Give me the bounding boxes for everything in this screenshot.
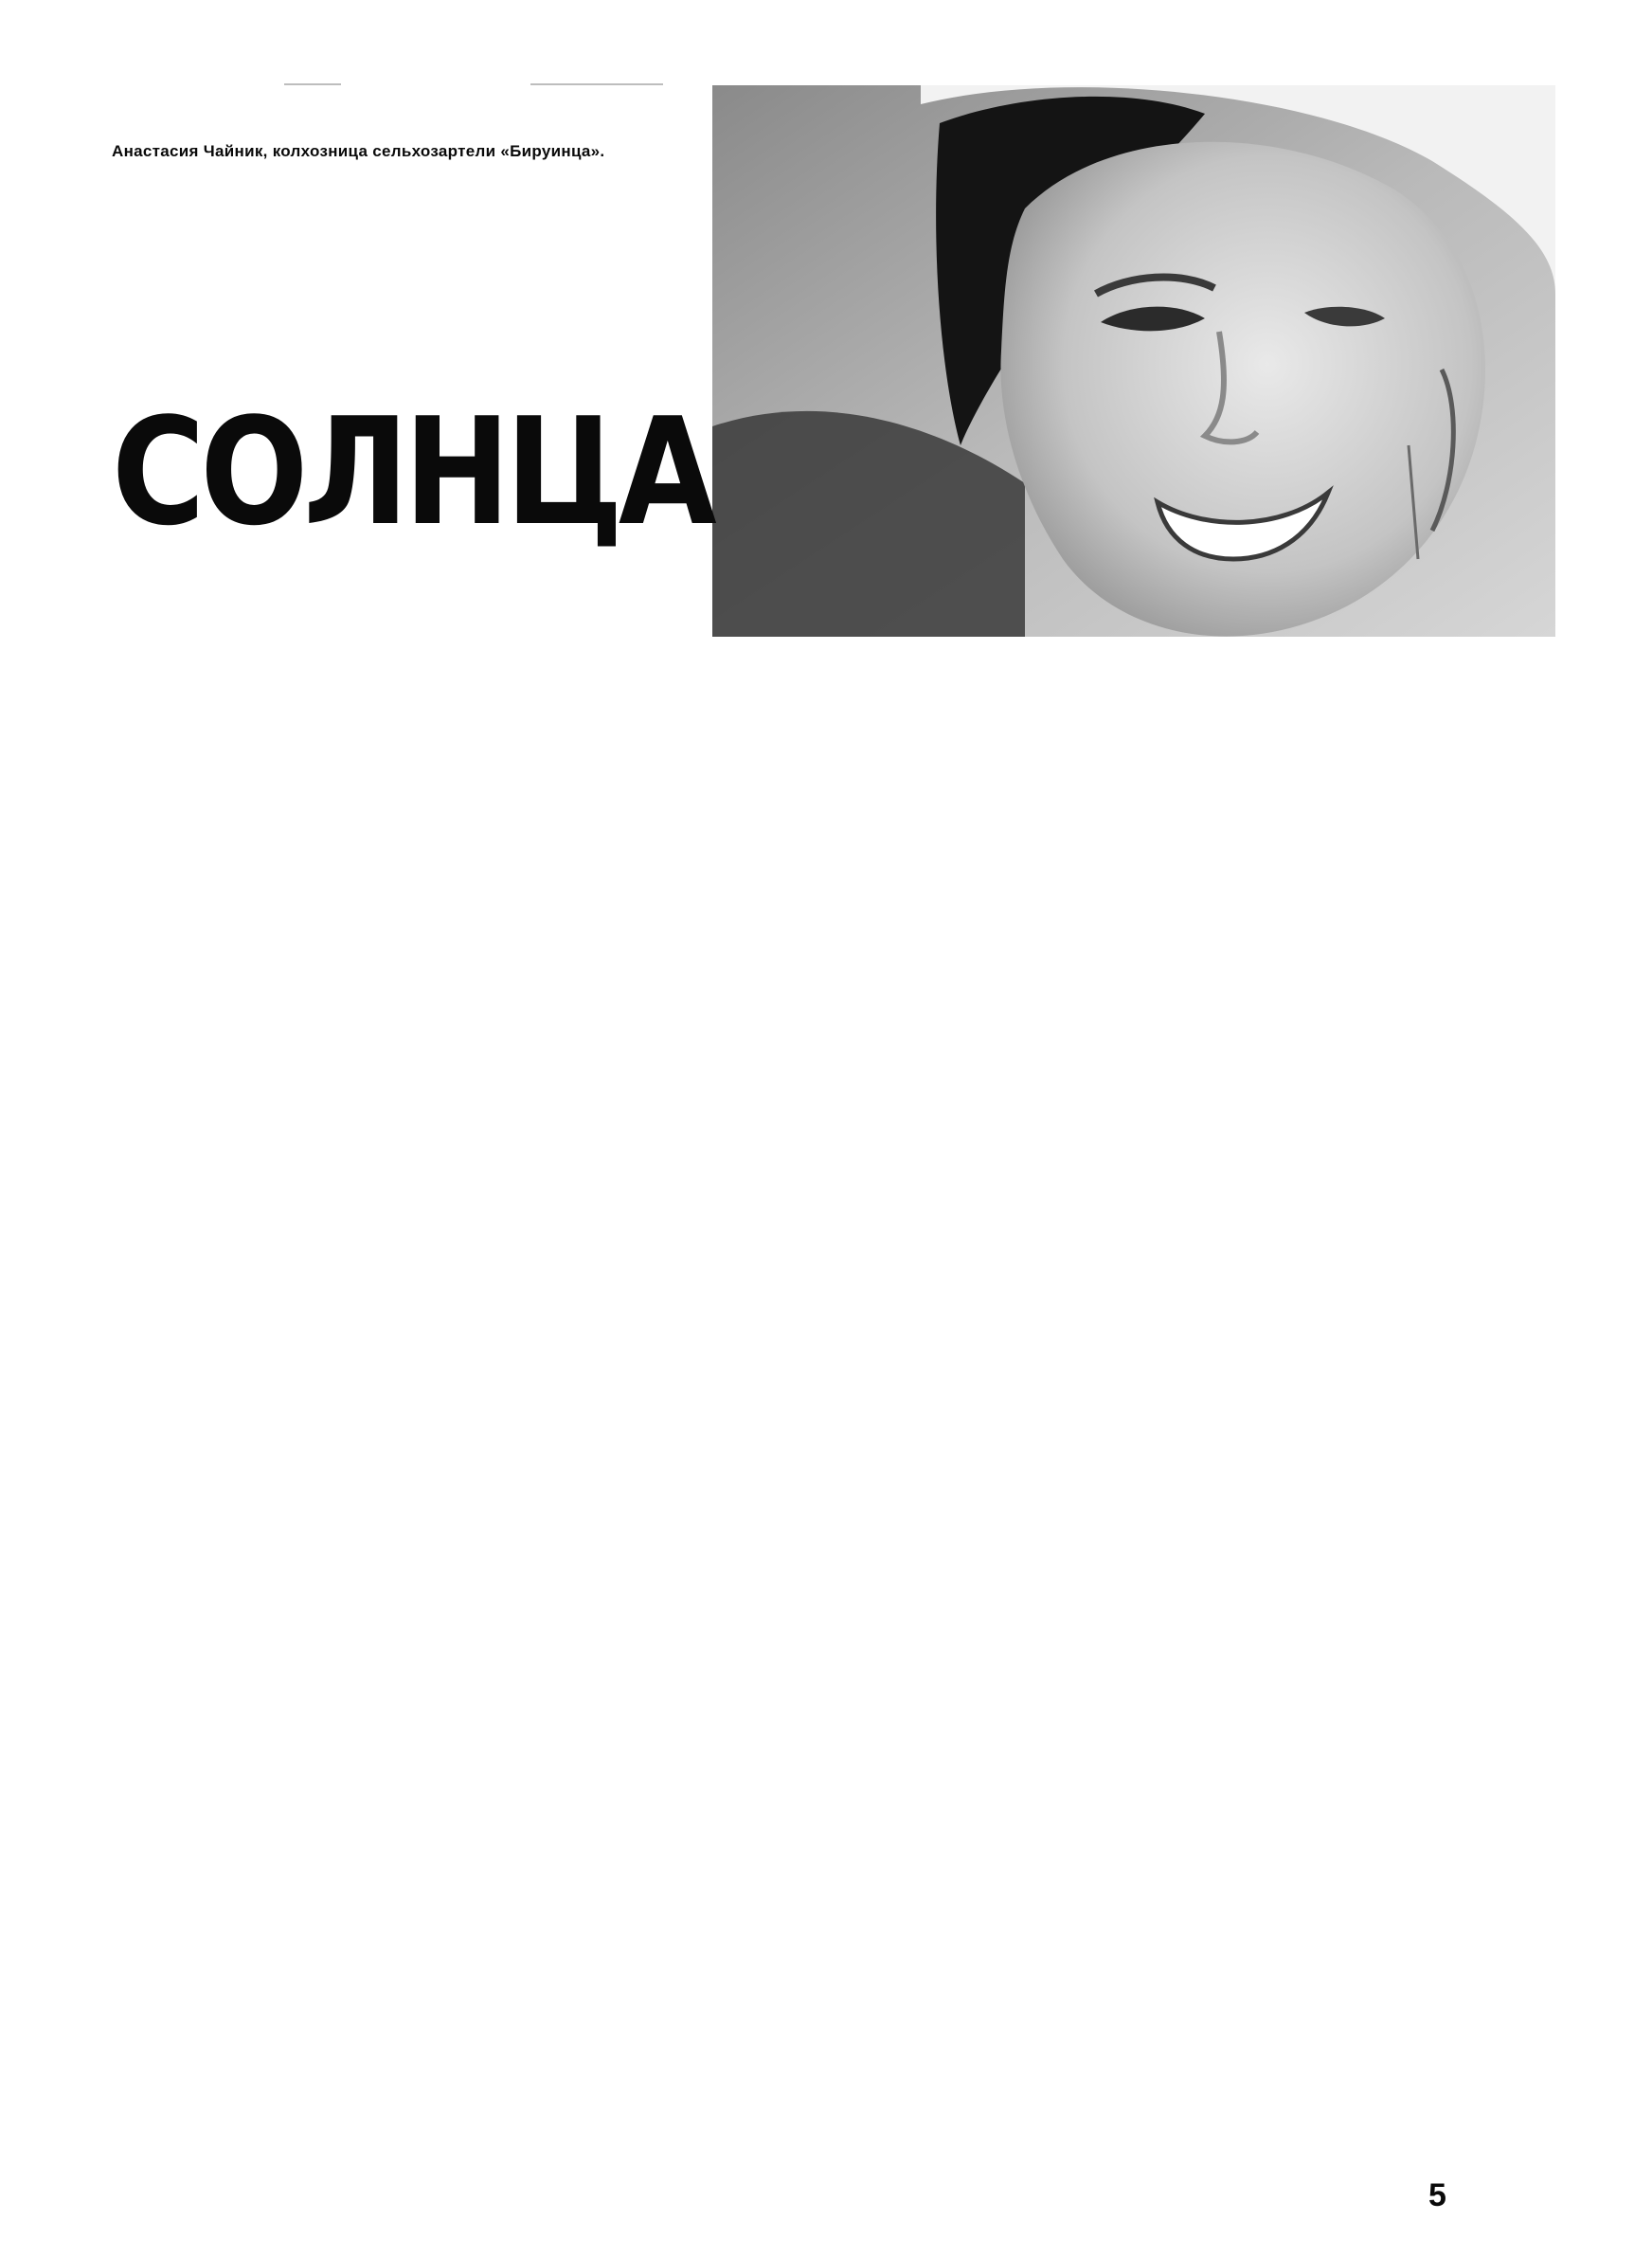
top-rule-mid — [530, 83, 663, 85]
top-rule-left — [284, 83, 341, 85]
portrait-photo — [712, 85, 1555, 637]
photo-caption: Анастасия Чайник, колхозница сельхозартели «Бируинца». — [112, 142, 605, 160]
article-title: СОЛНЦА — [112, 386, 712, 558]
page-number: 5 — [1428, 2177, 1446, 2213]
portrait-illustration — [712, 85, 1555, 637]
